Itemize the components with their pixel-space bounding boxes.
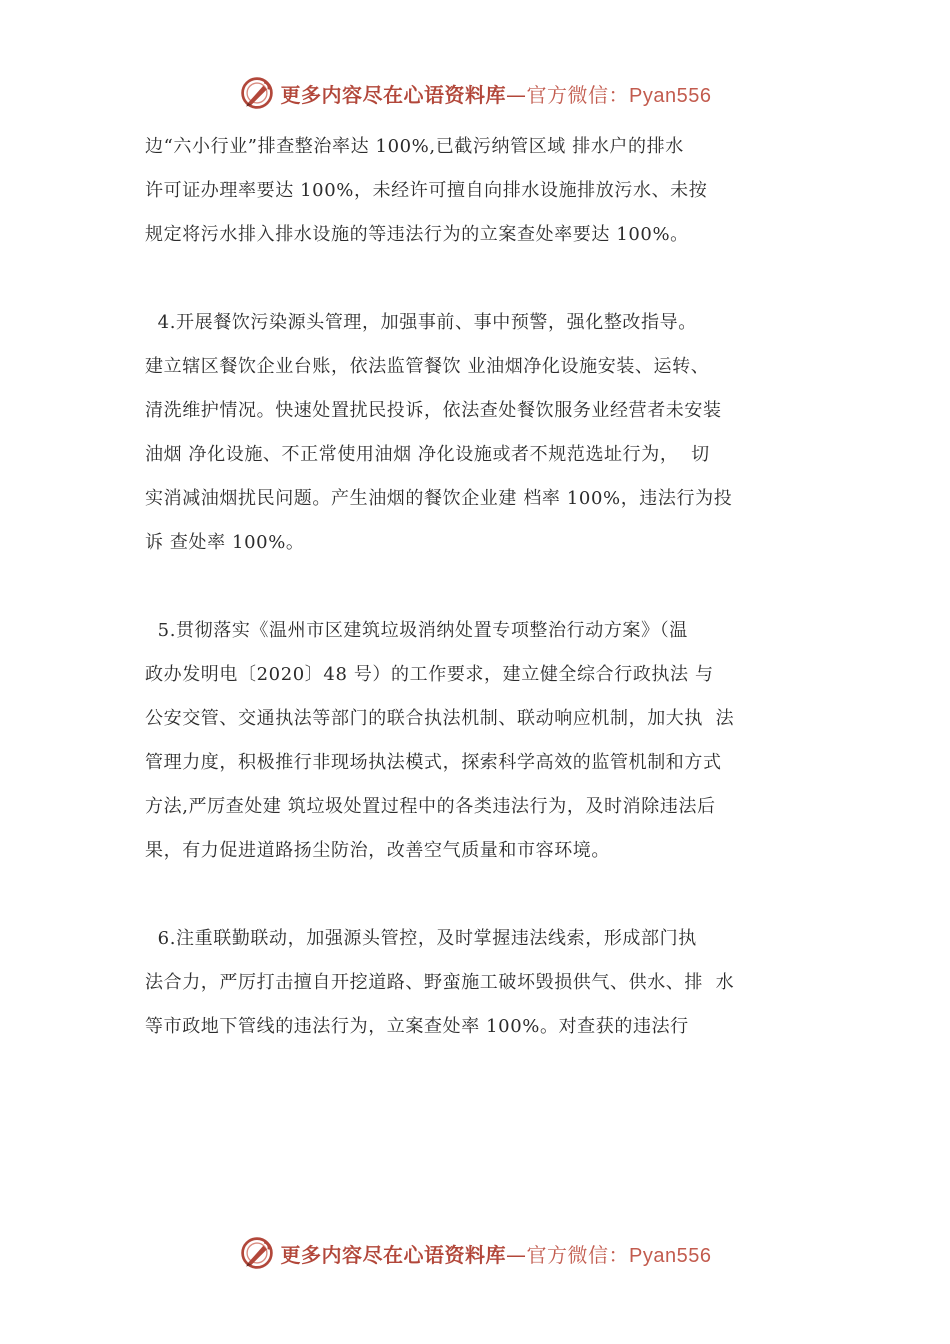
banner-wechat-id: Pyan556: [629, 84, 712, 107]
banner-separator: —: [506, 82, 527, 107]
banner-main-text: 更多内容尽在心语资料库: [280, 82, 507, 107]
text-line: 诉 查处率 100%。: [145, 532, 305, 553]
banner-wechat-id: Pyan556: [629, 1244, 712, 1267]
pen-logo-icon: [239, 1235, 275, 1271]
banner-text: [281, 1239, 712, 1268]
text-line: 果，有力促进道路扬尘防治，改善空气质量和市容环境。: [145, 840, 610, 861]
paragraph-2: [145, 301, 815, 565]
banner-main-text: 更多内容尽在心语资料库: [280, 1242, 507, 1267]
banner-separator: —: [506, 1242, 527, 1267]
text-line: 5.贯彻落实《温州市区建筑垃圾消纳处置专项整治行动方案》（温: [145, 620, 688, 641]
paragraph-3: [145, 609, 815, 873]
text-line: 管理力度，积极推行非现场执法模式，探索科学高效的监管机制和方式: [145, 752, 722, 773]
text-line: 油烟 净化设施、不正常使用油烟 净化设施或者不规范选址行为， 切: [145, 444, 710, 465]
text-line: 实消减油烟扰民问题。产生油烟的餐饮企业建 档率 100%，违法行为投: [145, 488, 733, 509]
banner-wechat-label: 官方微信：: [526, 1242, 630, 1267]
text-line: 边“六小行业”排查整治率达 100%,已截污纳管区域 排水户的排水: [145, 136, 684, 157]
banner-text: [281, 79, 712, 108]
text-line: 许可证办理率要达 100%，未经许可擅自向排水设施排放污水、未按: [145, 180, 708, 201]
text-line: 公安交管、交通执法等部门的联合执法机制、联动响应机制，加大执 法: [145, 708, 735, 729]
text-line: 政办发明电〔2020〕48 号）的工作要求，建立健全综合行政执法 与: [145, 664, 714, 685]
text-line: 4.开展餐饮污染源头管理，加强事前、事中预警，强化整改指导。: [145, 312, 697, 333]
text-line: 清洗维护情况。快速处置扰民投诉，依法查处餐饮服务业经营者未安装: [145, 400, 722, 421]
header-banner: [0, 73, 950, 113]
banner-wechat-label: 官方微信：: [526, 82, 630, 107]
text-line: 等市政地下管线的违法行为，立案查处率 100%。对查获的违法行: [145, 1016, 689, 1037]
text-line: 方法,严厉查处建 筑垃圾处置过程中的各类违法行为，及时消除违法后: [145, 796, 716, 817]
footer-banner: [0, 1233, 950, 1273]
text-line: 建立辖区餐饮企业台账，依法监管餐饮 业油烟净化设施安装、运转、: [145, 356, 710, 377]
text-line: 规定将污水排入排水设施的等违法行为的立案查处率要达 100%。: [145, 224, 689, 245]
paragraph-1: [145, 125, 815, 257]
text-line: 6.注重联勤联动，加强源头管控，及时掌握违法线索，形成部门执: [145, 928, 697, 949]
pen-logo-icon: [239, 75, 275, 111]
paragraph-4: [145, 917, 815, 1049]
text-line: 法合力，严厉打击擅自开挖道路、野蛮施工破坏毁损供气、供水、排 水: [145, 972, 735, 993]
document-body: [145, 125, 815, 1049]
